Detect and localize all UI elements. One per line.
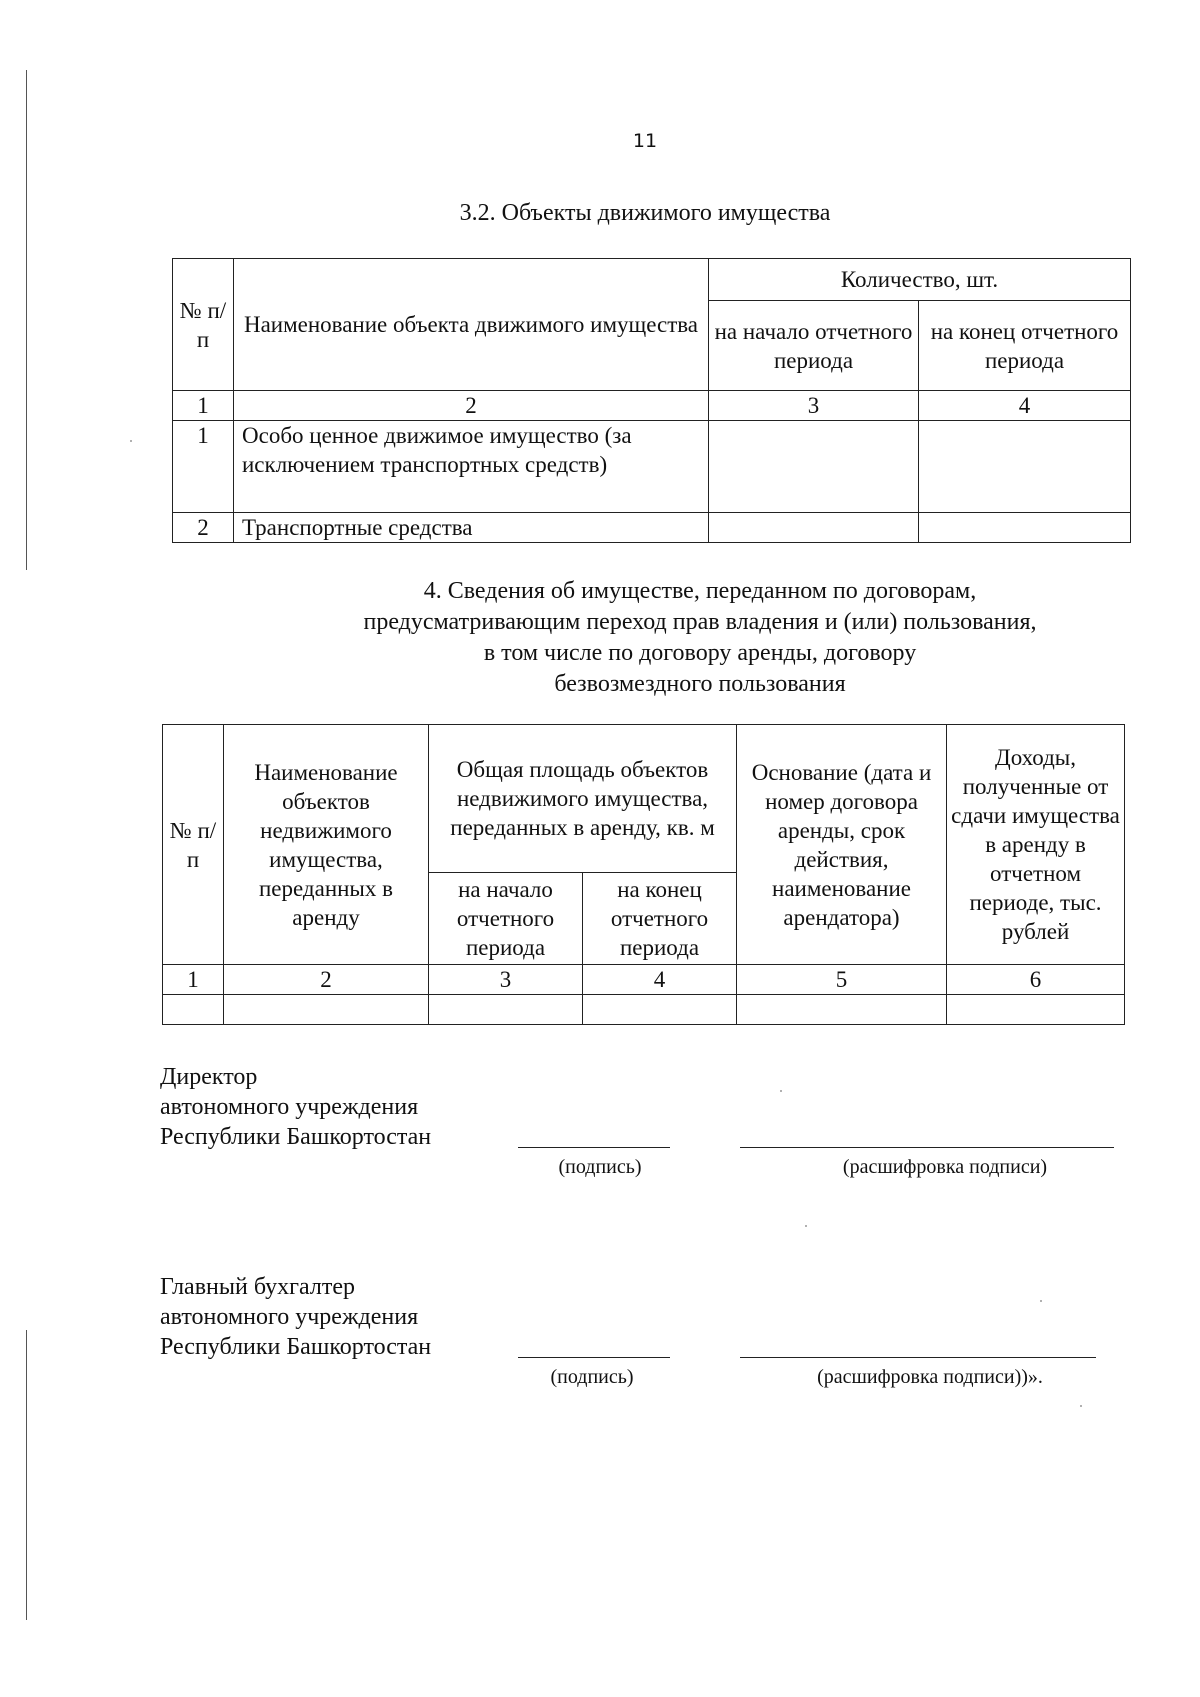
header-quantity: Количество, шт. — [709, 259, 1131, 301]
signature-title-line: автономного учреждения — [160, 1304, 419, 1330]
header-number: № п/п — [173, 259, 234, 391]
signature-title-line: автономного учреждения — [160, 1094, 419, 1120]
header-number: № п/п — [163, 725, 224, 965]
column-number: 6 — [947, 965, 1125, 995]
row-number: 2 — [173, 513, 234, 543]
signature-title-line: Главный бухгалтер — [160, 1274, 355, 1300]
accountant-decoding-line — [740, 1357, 1096, 1358]
header-period-start: на начало отчетного периода — [709, 301, 919, 391]
header-basis: Основание (дата и номер договора аренды, срок действия, наименование арендатора) — [737, 725, 947, 965]
header-object-name: Наименование объекта движимого имущества — [234, 259, 709, 391]
section-4-title-line: предусматривающим переход прав владения и (или) пользования, — [363, 609, 1037, 635]
section-4-title-line: 4. Сведения об имуществе, переданном по договорам, — [423, 578, 977, 604]
header-property-name: Наименование объектов недвижимого имущества, переданных в аренду — [224, 725, 429, 965]
column-number: 2 — [234, 391, 709, 421]
signature-title-line: Республики Башкортостан — [160, 1334, 432, 1360]
header-period-start: на начало отчетного периода — [429, 873, 583, 965]
header-period-end: на конец отчетного периода — [583, 873, 737, 965]
scan-speck — [780, 1090, 782, 1092]
leased-property-table — [162, 724, 1125, 1025]
scan-edge-line — [26, 1330, 27, 1620]
section-4-title-line: в том числе по договору аренды, договору — [483, 640, 917, 666]
row-period-end — [919, 421, 1131, 513]
column-number: 3 — [709, 391, 919, 421]
scan-speck — [805, 1225, 807, 1227]
section-4-title-line: безвозмездного пользования — [554, 671, 846, 697]
accountant-signature-line — [518, 1357, 670, 1358]
column-number-row — [173, 391, 1131, 421]
empty-cell — [429, 995, 583, 1025]
header-total-area: Общая площадь объектов недвижимого имущества, переданных в аренду, кв. м — [429, 725, 737, 873]
column-number: 5 — [737, 965, 947, 995]
section-4-title — [200, 576, 1200, 700]
director-signature-title — [160, 1062, 431, 1152]
director-signature-caption: (подпись) — [558, 1156, 642, 1178]
table-row — [163, 995, 1125, 1025]
table-row — [173, 513, 1131, 543]
scan-speck — [130, 440, 132, 442]
table-row — [173, 421, 1131, 513]
scan-speck — [1040, 1300, 1042, 1302]
row-period-start — [709, 513, 919, 543]
signature-title-line: Республики Башкортостан — [160, 1124, 432, 1150]
row-period-start — [709, 421, 919, 513]
movable-property-table — [172, 258, 1131, 543]
row-number: 1 — [173, 421, 234, 513]
column-number: 3 — [429, 965, 583, 995]
row-object-name: Транспортные средства — [234, 513, 709, 543]
accountant-signature-title — [160, 1272, 431, 1362]
row-object-name: Особо ценное движимое имущество (за исключением транспортных средств) — [234, 421, 709, 513]
page-number: 11 — [632, 130, 658, 152]
signature-title-line: Директор — [160, 1064, 258, 1090]
column-number-row — [163, 965, 1125, 995]
accountant-decoding-caption: (расшифровка подписи))». — [817, 1366, 1043, 1388]
column-number: 2 — [224, 965, 429, 995]
director-signature-line — [518, 1147, 670, 1148]
column-number: 1 — [173, 391, 234, 421]
row-period-end — [919, 513, 1131, 543]
accountant-signature-caption: (подпись) — [550, 1366, 634, 1388]
column-number: 1 — [163, 965, 224, 995]
empty-cell — [163, 995, 224, 1025]
empty-cell — [224, 995, 429, 1025]
empty-cell — [737, 995, 947, 1025]
section-3-2-title: 3.2. Объекты движимого имущества — [459, 200, 831, 226]
header-income: Доходы, полученные от сдачи имущества в аренду в отчетном периоде, тыс. рублей — [947, 725, 1125, 965]
column-number: 4 — [583, 965, 737, 995]
director-decoding-caption: (расшифровка подписи) — [842, 1156, 1048, 1178]
header-period-end: на конец отчетного периода — [919, 301, 1131, 391]
empty-cell — [583, 995, 737, 1025]
empty-cell — [947, 995, 1125, 1025]
column-number: 4 — [919, 391, 1131, 421]
director-decoding-line — [740, 1147, 1114, 1148]
scan-speck — [1080, 1405, 1082, 1407]
